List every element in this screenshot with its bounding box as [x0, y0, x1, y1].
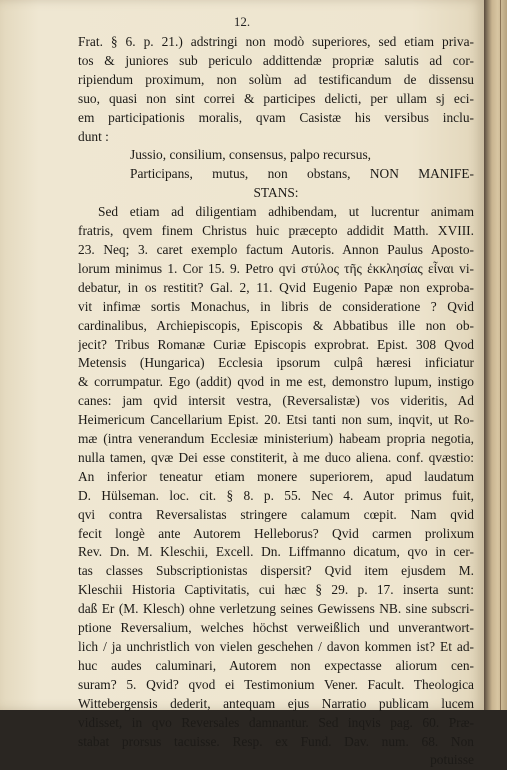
text-line: suram? 5. Qvid? qvod ei Testimonium Vener. Facult. Theologica: [78, 676, 474, 692]
text-line: An inferior teneatur etiam monere superiorem, apud laudatum: [78, 468, 474, 484]
text-line: nulla tamen, qvæ Dei esse constiterit, à me duco aliena. conf. qvæstio:: [78, 449, 474, 465]
text-line: qvi contra Reversalistas stringere calamum cœpit. Nam qvid: [78, 506, 474, 522]
text-line: tos & juniores sub periculo addittendæ propriæ salutis ad cor-: [78, 52, 474, 68]
page-edge-line: [500, 0, 501, 710]
text-line: ripiendum proximum, non solùm ad testificandum de dissensu: [78, 71, 474, 87]
text-line: Rev. Dn. M. Kleschii, Excell. Dn. Liffmanno dicatum, qvo in cer-: [78, 544, 474, 560]
text-line: vit infimæ sortis Monachus, in libris de consideratione ? Qvid: [78, 298, 474, 314]
text-line: daß Er (M. Klesch) ohne verletzung seines Gewissens NB. sine subscri-: [78, 601, 474, 617]
text-line: 23. Neq; 3. caret exemplo factum Autoris. Annon Paulus Aposto-: [78, 241, 474, 257]
verse-line: Participans, mutus, non obstans, NON MANIFE-: [130, 166, 474, 182]
text-line: lorum minimus 1. Cor 15. 9. Petro qvi στύλος τῆς ἐκκλησίας εἶναι vi-: [78, 260, 474, 276]
verse-line: Jussio, consilium, consensus, palpo recursus,: [130, 147, 372, 163]
text-line: jecit? Tribus Romanæ Curiæ Episcopis exprobrat. Epist. 308 Qvod: [78, 336, 474, 352]
text-line: huc audes caluminari, Autorem non expectasse aliorum cen-: [78, 657, 474, 673]
text-line: Heimericum Cancellarium Epist. 20. Etsi tanti non sum, inqvit, ut Ro-: [78, 412, 474, 428]
text-line: Frat. § 6. p. 21.) adstringi non modò superiores, sed etiam priva-: [78, 34, 474, 49]
text-line: fratris, qvem finem Christus huic præcepto addidit Matth. XVIII.: [78, 223, 474, 239]
text-line: & corrumpatur. Ego (addit) qvod in me est, demonstro lupum, instigo: [78, 374, 474, 390]
next-page-edge: [484, 0, 507, 710]
text-line: dunt :: [78, 128, 109, 144]
catchword: potuisse: [430, 752, 474, 768]
text-line: tas classes Subscriptionistas dispersit? Qvid item ejusdem M.: [78, 563, 474, 579]
text-line: Wittebergensis dederit, antequam ejus Narratio publicam lucem: [78, 695, 474, 711]
page-number: 12.: [233, 14, 251, 29]
text-line: debatur, in os restitit? Gal. 2, 11. Qvid Eugenio Papæ non exproba-: [78, 279, 474, 295]
text-line: ptione Reversalium, welches höchst verweißlich und unverantwort-: [78, 620, 474, 636]
text-line: vidisset, in qvo Reversales damnantur. Sed inqvis pag. 60. Præ-: [78, 714, 474, 730]
text-line: D. Hülseman. loc. cit. § 8. p. 55. Nec 4. Autor primus fuit,: [78, 487, 474, 503]
text-line: fecit longè ante Autorem Helleborus? Qvid carmen prolixum: [78, 525, 474, 541]
text-line: canes: jam qvid intersit vestra, (Reversalistæ) vos videritis, Ad: [78, 393, 474, 409]
text-line: cardinalibus, Archiepiscopis, Episcopis & Abbatibus ille non ob-: [78, 317, 474, 333]
text-line: Metensis (Hungarica) Ecclesia ipsorum culpâ hæresi inficiatur: [78, 355, 474, 371]
text-line: em participationis moralis, qvam Casistæ his versibus inclu-: [78, 109, 474, 125]
page-text-block: [78, 33, 474, 770]
text-line: mæ (intra venerandum Ecclesiæ ministerium) habeam propria negotia,: [78, 431, 474, 447]
verse-line: STANS:: [253, 185, 299, 201]
text-line: Kleschii Historia Captivitatis, cui hæc § 29. p. 17. inserta sunt:: [78, 582, 474, 598]
text-line: stabat prorsus tacuisse. Resp. ex Fund. Dav. num. 68. Non: [78, 733, 474, 749]
text-line: Sed etiam ad diligentiam adhibendam, ut lucrentur animam: [98, 204, 474, 220]
text-line: suo, quasi non sint correi & participes delicti, per ullam sj eci-: [78, 90, 474, 106]
text-line: lich / ja unchristlich von vielen geschehen / davon kommen ist? Et ad-: [78, 639, 474, 654]
